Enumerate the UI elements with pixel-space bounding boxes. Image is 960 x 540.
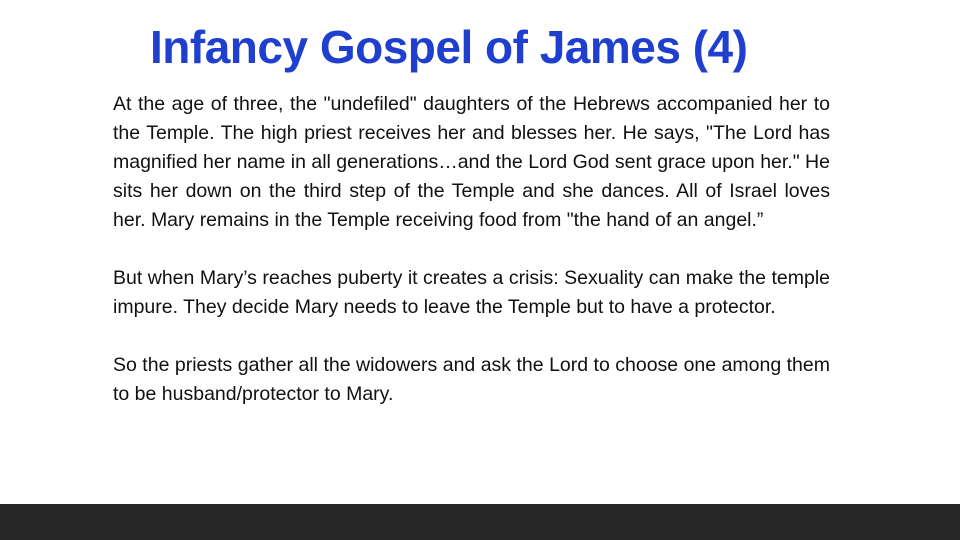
bottom-bar [0,504,960,540]
paragraph-temple: At the age of three, the "undefiled" daughters of the Hebrews accompanied her to the Temple. The high priest receives her and blesses her. He says, "The Lord has magnified her name in all generations…and the Lord God sent grace upon her." He sits her down on the third step of the Temple and she dances. All of Israel loves her. Mary remains in the Temple receiving food from "the hand of an angel.” [113,93,830,231]
slide-title: Infancy Gospel of James (4) [150,21,748,73]
paragraph-puberty: But when Mary’s reaches puberty it creates a crisis: Sexuality can make the temple impure. They decide Mary needs to leave the Temple but to have a protector. [113,267,830,318]
paragraph-widowers: So the priests gather all the widowers and ask the Lord to choose one among them to be husband/protector to Mary. [113,354,830,405]
slide-body [113,90,830,438]
